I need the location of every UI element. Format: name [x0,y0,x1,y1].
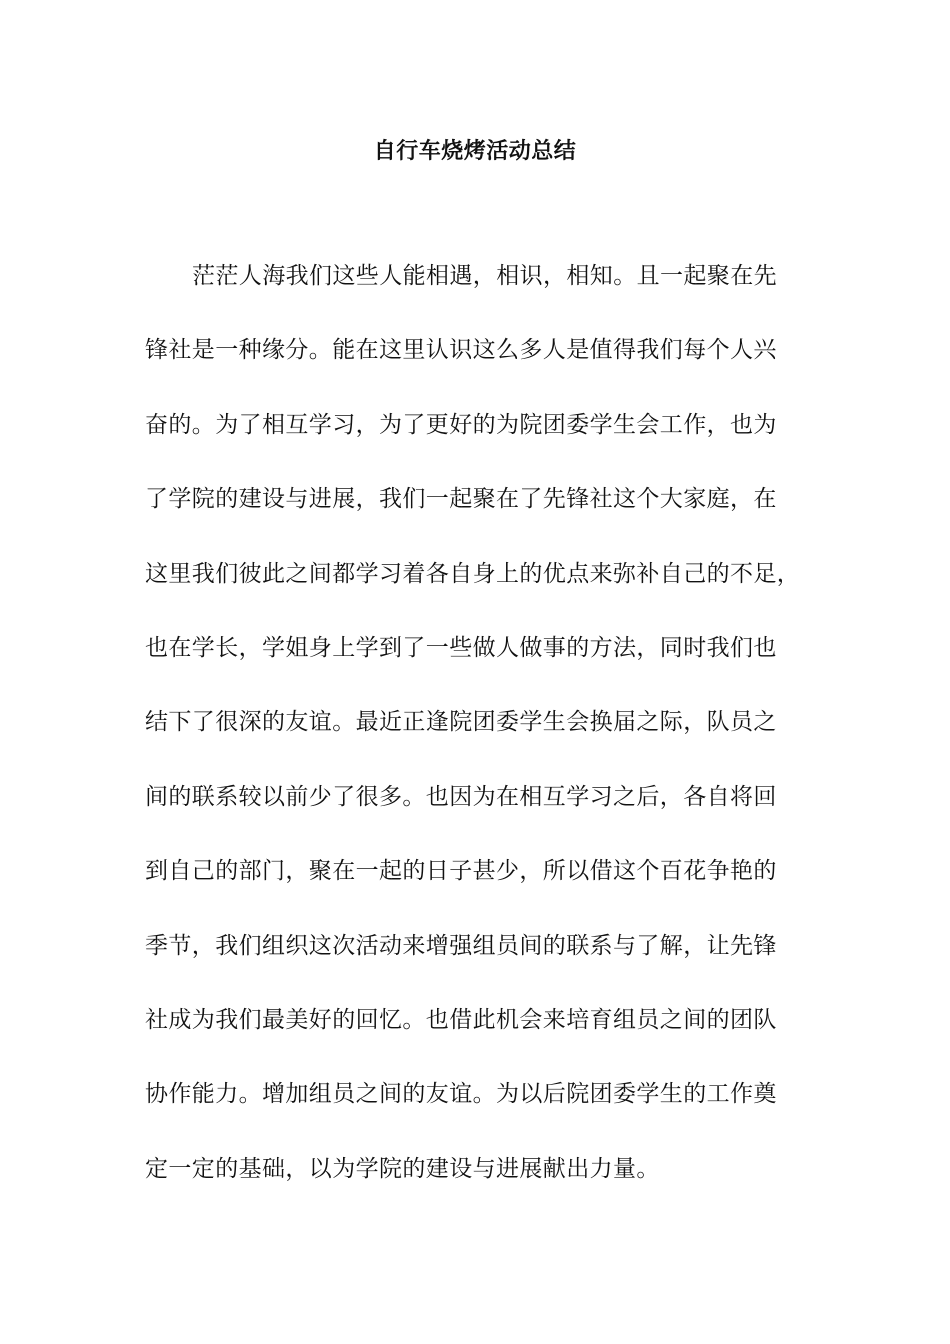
body-line: 结下了很深的友谊。最近正逢院团委学生会换届之际，队员之 [145,709,777,736]
body-line: 定一定的基础，以为学院的建设与进展献出力量。 [145,1155,660,1182]
body-line: 间的联系较以前少了很多。也因为在相互学习之后，各自将回 [145,783,777,810]
document-body [145,258,825,1225]
body-line: 也在学长，学姐身上学到了一些做人做事的方法，同时我们也 [145,634,777,661]
body-line: 这里我们彼此之间都学习着各自身上的优点来弥补自己的不足， [145,560,801,587]
document-title: 自行车烧烤活动总结 [373,139,577,164]
body-line: 协作能力。增加组员之间的友谊。为以后院团委学生的工作奠 [145,1081,777,1108]
body-line: 锋社是一种缘分。能在这里认识这么多人是值得我们每个人兴 [145,337,777,364]
body-line: 季节，我们组织这次活动来增强组员间的联系与了解，让先锋 [145,932,777,959]
body-line: 社成为我们最美好的回忆。也借此机会来培育组员之间的团队 [145,1006,777,1033]
body-line: 茫茫人海我们这些人能相遇，相识，相知。且一起聚在先 [192,263,777,289]
body-line: 了学院的建设与进展，我们一起聚在了先锋社这个大家庭，在 [145,486,777,513]
body-line: 奋的。为了相互学习，为了更好的为院团委学生会工作，也为 [145,411,777,438]
body-line: 到自己的部门，聚在一起的日子甚少，所以借这个百花争艳的 [145,858,777,885]
